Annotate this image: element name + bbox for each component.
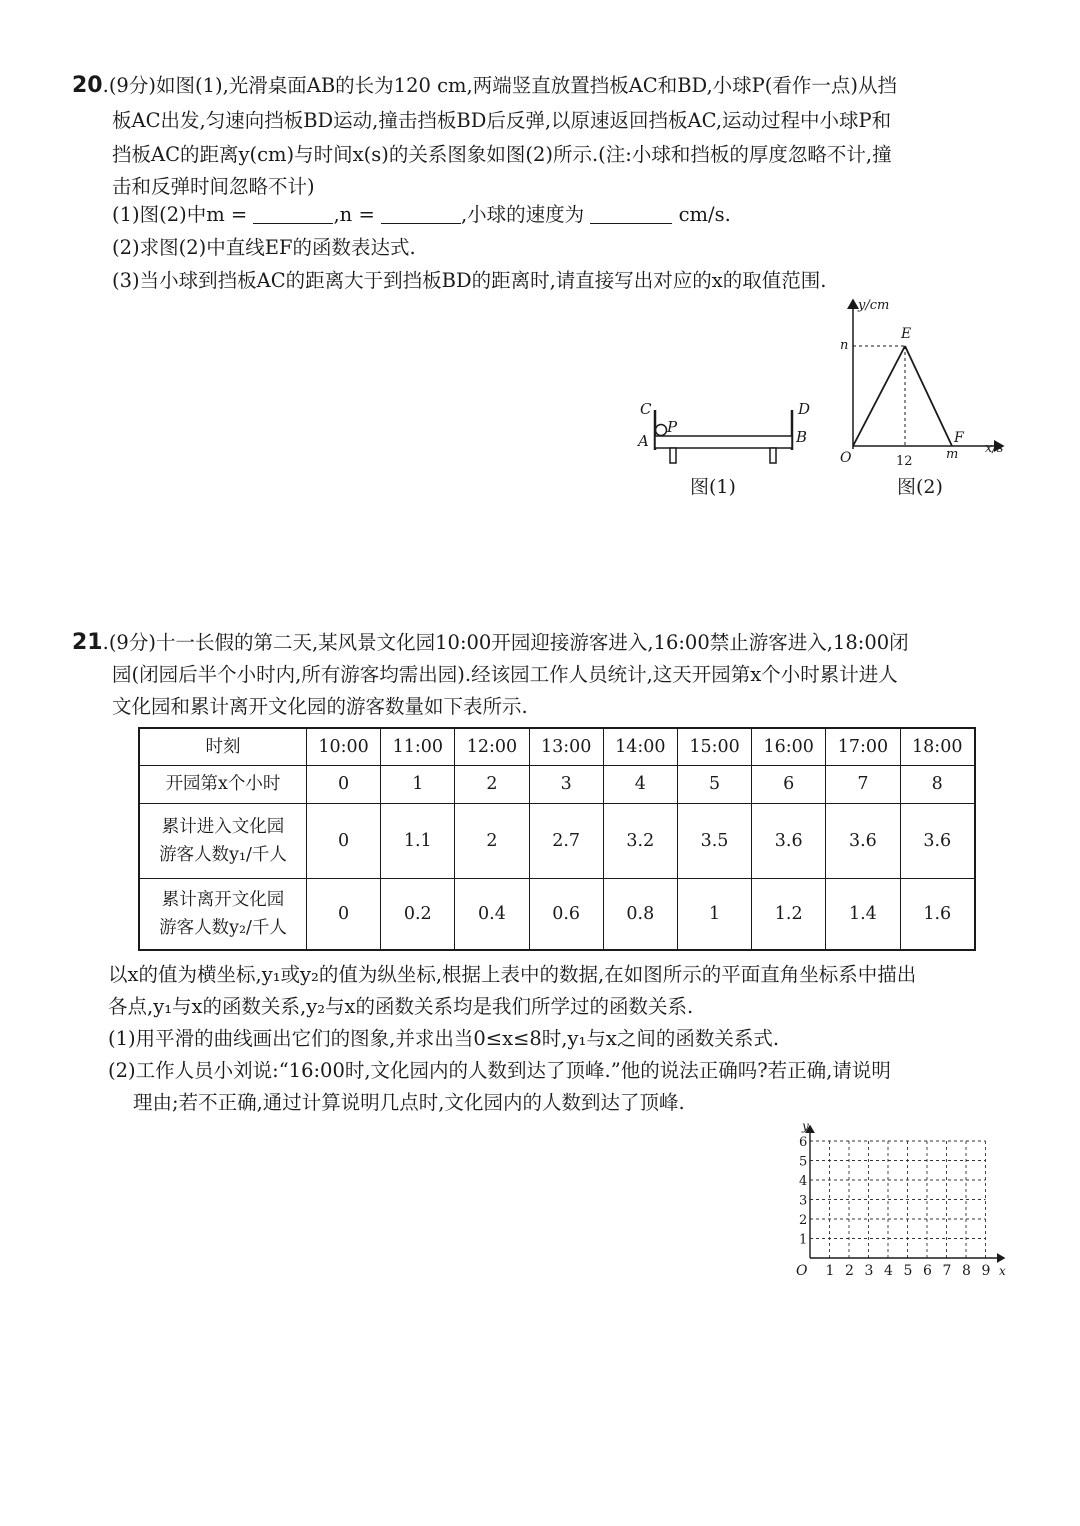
table-cell: 1: [381, 765, 455, 803]
table-cell: 12:00: [455, 728, 529, 765]
grid-y-tick: 3: [799, 1193, 808, 1209]
grid-x-tick: 5: [903, 1263, 913, 1279]
q20-part1-b: ,n =: [333, 203, 375, 226]
table-cell: 18:00: [900, 728, 975, 765]
m-label: m: [946, 447, 959, 462]
grid-y-tick: 2: [799, 1213, 808, 1228]
table-cell: 1.2: [752, 878, 826, 950]
table-top: [655, 436, 792, 448]
table-cell: 4: [603, 765, 677, 803]
q20-line-2: 板AC出发,匀速向挡板BD运动,撞击挡板BD后反弹,以原速返回挡板AC,运动过程中小球P和: [112, 109, 892, 132]
table-leg-left: [670, 448, 676, 463]
y2-label-line-1: 累计离开文化园: [161, 889, 285, 910]
table-cell: 8: [900, 765, 975, 803]
table-cell: 3.6: [752, 803, 826, 878]
q21-part2-line-2: 理由;若不正确,通过计算说明几点时,文化园内的人数到达了顶峰.: [133, 1091, 685, 1114]
q21-text-1: .(9分)十一长假的第二天,某风景文化园10:00开园迎接游客进入,16:00禁止游客进入,18:00闭: [102, 631, 909, 654]
table-cell: 3.6: [826, 803, 900, 878]
segment-ef: [905, 346, 952, 446]
table-cell: 0.6: [529, 878, 603, 950]
n-label: n: [840, 338, 849, 353]
grid-x-tick: 7: [942, 1263, 952, 1279]
grid-x-tick: 9: [981, 1263, 991, 1279]
table-cell: 0.8: [603, 878, 677, 950]
table-cell: 2: [455, 765, 529, 803]
table-row-y2: [139, 878, 975, 950]
figure-2-graph: [828, 292, 1018, 472]
q20-text-1: .(9分)如图(1),光滑桌面AB的长为120 cm,两端竖直放置挡板AC和BD,小球P(看作一点)从挡: [102, 74, 898, 97]
q20-part1-c: ,小球的速度为: [460, 203, 585, 226]
table-cell: 3.2: [603, 803, 677, 878]
table-header-time: 时刻: [139, 728, 307, 765]
ball-p: [656, 425, 667, 436]
table-cell: 2.7: [529, 803, 603, 878]
grid-y-tick: 5: [799, 1154, 808, 1170]
table-cell: 3: [529, 765, 603, 803]
q20-part1-d: cm/s.: [678, 203, 731, 226]
table-cell: 1.1: [381, 803, 455, 878]
q20-part1: [112, 200, 731, 230]
grid-origin-label: O: [796, 1263, 808, 1279]
origin-label: O: [840, 450, 852, 466]
table-cell: 3.6: [900, 803, 975, 878]
x-axis-label: x/s: [985, 441, 1004, 456]
table-cell: 7: [826, 765, 900, 803]
grid-x-label: x: [999, 1264, 1006, 1278]
q20-line-1: [72, 71, 897, 101]
table-cell: 0: [307, 878, 381, 950]
table-header-y2: [139, 878, 307, 950]
table-cell: 2: [455, 803, 529, 878]
answer-blank-n[interactable]: [381, 203, 461, 224]
q21-after-line-2: 各点,y₁与x的函数关系,y₂与x的函数关系均是我们所学过的函数关系.: [108, 995, 694, 1018]
table-cell: 1.6: [900, 878, 975, 950]
q21-number: 21: [72, 630, 103, 655]
f-label: F: [954, 430, 964, 446]
grid-x-tick: 2: [845, 1263, 854, 1279]
label-c: C: [640, 400, 652, 418]
q20-part3: (3)当小球到挡板AC的距离大于到挡板BD的距离时,请直接写出对应的x的取值范围.: [112, 269, 827, 292]
table-header-y1: [139, 803, 307, 878]
grid-x-tick: 3: [864, 1263, 874, 1279]
q21-after-line-1: 以x的值为横坐标,y₁或y₂的值为纵坐标,根据上表中的数据,在如图所示的平面直角坐标系中描出: [108, 963, 917, 986]
table-cell: 5: [677, 765, 751, 803]
table-row-time: [139, 728, 975, 765]
table-header-hour: 开园第x个小时: [139, 765, 307, 803]
answer-blank-m[interactable]: [253, 203, 333, 224]
visitor-table: [138, 727, 976, 951]
y-axis-label: y/cm: [858, 298, 890, 313]
figure-2-caption: 图(2): [897, 476, 943, 498]
table-cell: 0.4: [455, 878, 529, 950]
grid-y-tick: 1: [799, 1232, 808, 1248]
table-leg-right: [770, 448, 776, 463]
table-cell: 14:00: [603, 728, 677, 765]
answer-blank-speed[interactable]: [590, 203, 672, 224]
label-a: A: [638, 432, 649, 450]
y1-label-line-1: 累计进入文化园: [161, 816, 285, 837]
q21-line-2: 园(闭园后半个小时内,所有游客均需出园).经该园工作人员统计,这天开园第x个小时累计进人: [112, 663, 898, 686]
table-cell: 16:00: [752, 728, 826, 765]
table-cell: 6: [752, 765, 826, 803]
grid-y-label: y: [802, 1120, 809, 1133]
y1-label-line-2: 游客人数y₁/千人: [159, 844, 287, 865]
q20-part2: (2)求图(2)中直线EF的函数表达式.: [112, 236, 416, 259]
tick-12-label: 12: [896, 454, 913, 469]
coordinate-grid: [792, 1120, 1012, 1280]
q21-part1: (1)用平滑的曲线画出它们的图象,并求出当0≤x≤8时,y₁与x之间的函数关系式.: [108, 1027, 780, 1050]
q20-line-4: 击和反弹时间忽略不计): [112, 175, 315, 198]
table-cell: 11:00: [381, 728, 455, 765]
q21-part2-line-1: (2)工作人员小刘说:“16:00时,文化园内的人数到达了顶峰.”他的说法正确吗?若正确,请说明: [108, 1059, 891, 1082]
table-cell: 0.2: [381, 878, 455, 950]
table-cell: 3.5: [677, 803, 751, 878]
table-cell: 13:00: [529, 728, 603, 765]
grid-x-tick: 4: [884, 1263, 893, 1279]
q21-line-3: 文化园和累计离开文化园的游客数量如下表所示.: [112, 695, 528, 718]
table-row-hour: [139, 765, 975, 803]
y2-label-line-2: 游客人数y₂/千人: [159, 917, 287, 938]
q20-part1-a: (1)图(2)中m =: [112, 203, 248, 226]
table-cell: 1: [677, 878, 751, 950]
label-d: D: [798, 400, 811, 418]
q20-line-3: 挡板AC的距离y(cm)与时间x(s)的关系图象如图(2)所示.(注:小球和挡板的厚度忽略不计,撞: [112, 143, 892, 166]
grid-x-tick: 6: [923, 1263, 932, 1279]
grid-x-tick: 8: [962, 1263, 971, 1279]
e-label: E: [901, 326, 912, 342]
grid-x-tick: 1: [825, 1263, 835, 1279]
grid-y-tick: 4: [799, 1174, 808, 1189]
grid-y-tick: 6: [799, 1135, 808, 1150]
table-cell: 0: [307, 803, 381, 878]
table-cell: 1.4: [826, 878, 900, 950]
label-b: B: [796, 428, 808, 446]
table-cell: 10:00: [307, 728, 381, 765]
label-p: P: [667, 418, 678, 436]
table-row-y1: [139, 803, 975, 878]
figure-1-caption: 图(1): [690, 476, 736, 498]
table-cell: 15:00: [677, 728, 751, 765]
q20-number: 20: [72, 73, 103, 98]
q21-line-1: [72, 628, 909, 658]
table-cell: 17:00: [826, 728, 900, 765]
segment-oe: [853, 346, 905, 446]
table-cell: 0: [307, 765, 381, 803]
